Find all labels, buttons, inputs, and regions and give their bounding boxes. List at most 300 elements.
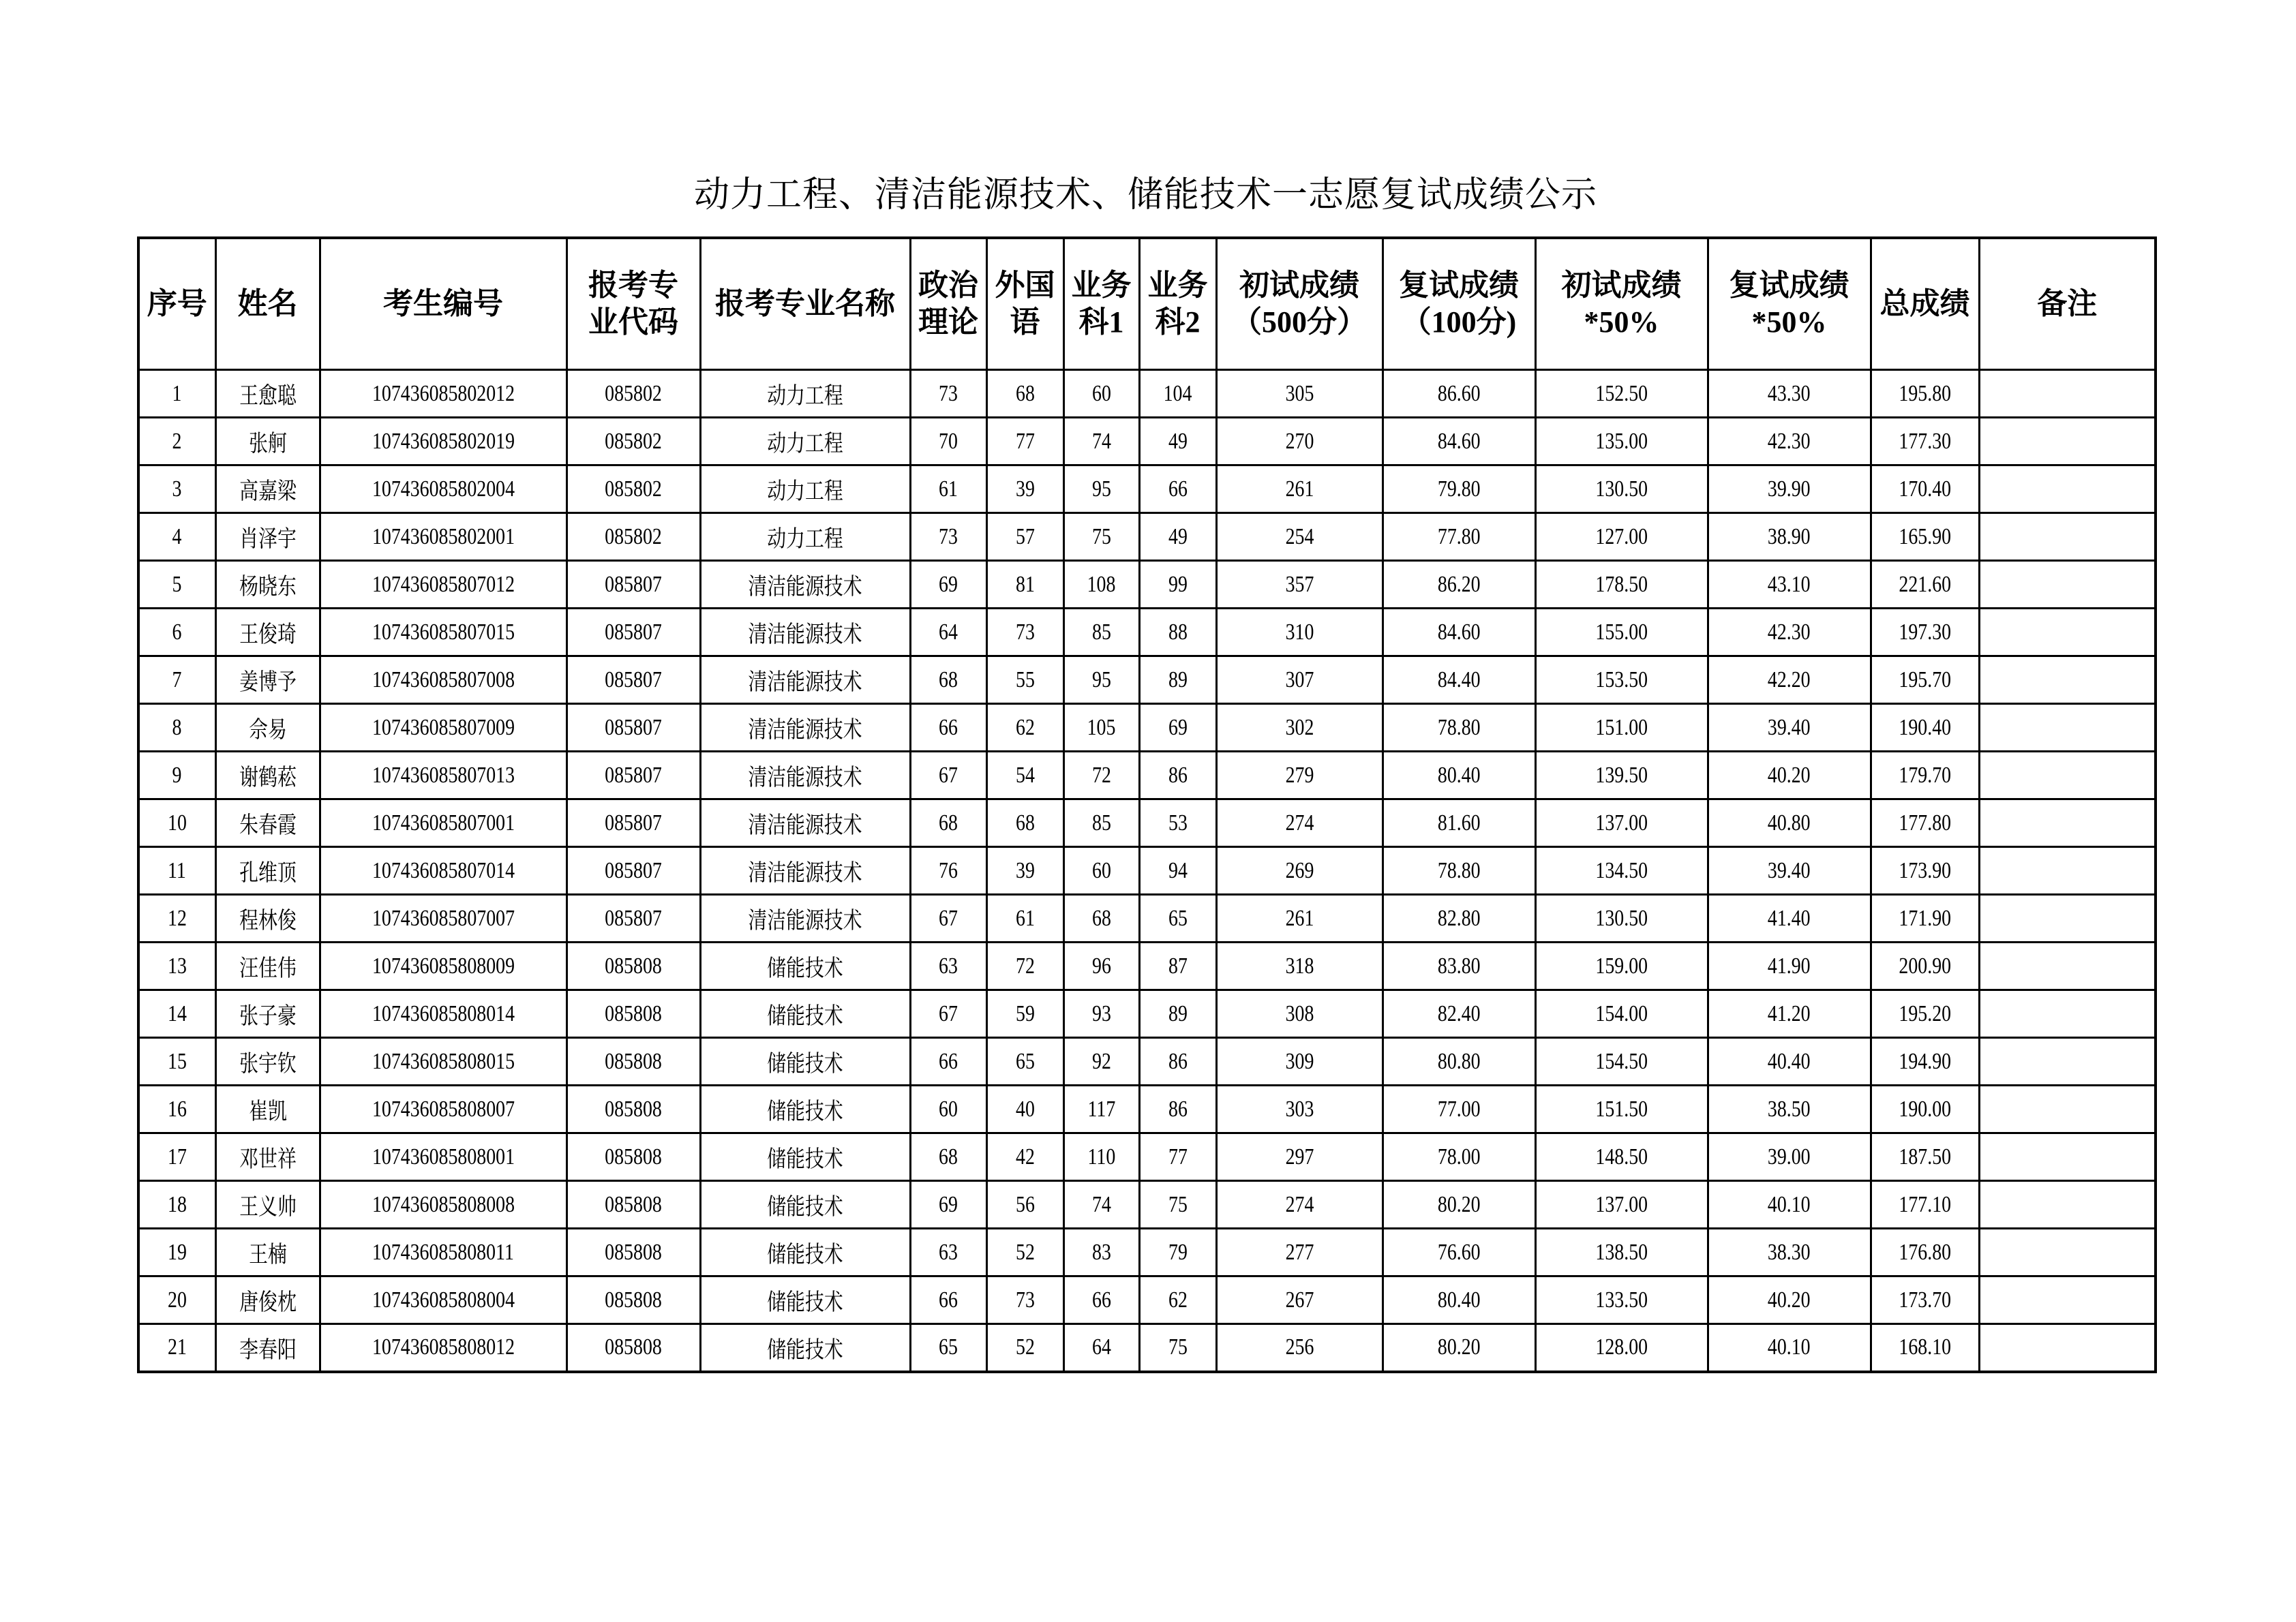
cell-subject-2 <box>1139 1229 1216 1276</box>
cell-major-code <box>567 465 700 513</box>
cell-politics-text: 63 <box>939 1239 958 1265</box>
cell-subject-1 <box>1063 513 1139 561</box>
cell-subject-2 <box>1139 943 1216 990</box>
cell-subject-2-text: 99 <box>1168 571 1188 597</box>
cell-major-name <box>700 1229 910 1276</box>
cell-prelim-weighted <box>1535 895 1708 943</box>
cell-total-score-text: 173.70 <box>1899 1287 1951 1313</box>
cell-major-code <box>567 656 700 704</box>
cell-major-code <box>567 370 700 418</box>
cell-subject-1 <box>1063 418 1139 465</box>
table-row <box>138 943 2156 990</box>
cell-prelim-score-text: 297 <box>1285 1144 1314 1169</box>
cell-major-name <box>700 513 910 561</box>
cell-foreign-language <box>986 465 1063 513</box>
cell-prelim-weighted <box>1535 1181 1708 1229</box>
cell-major-name-text: 清洁能源技术 <box>748 813 862 838</box>
cell-major-name-text: 清洁能源技术 <box>748 575 862 600</box>
cell-remarks <box>1979 609 2156 656</box>
cell-candidate-id <box>320 465 567 513</box>
cell-foreign-language-text: 62 <box>1015 714 1035 740</box>
cell-candidate-id-text: 107436085808009 <box>372 953 515 979</box>
cell-retest-score-text: 81.60 <box>1437 810 1481 836</box>
cell-total-score-text: 170.40 <box>1899 476 1951 502</box>
cell-prelim-score <box>1216 1086 1383 1133</box>
cell-subject-2-text: 87 <box>1168 953 1188 979</box>
cell-major-code <box>567 1181 700 1229</box>
cell-politics-text: 60 <box>939 1096 958 1122</box>
cell-name <box>215 1324 320 1372</box>
table-row <box>138 1038 2156 1086</box>
cell-foreign-language <box>986 513 1063 561</box>
cell-subject-1 <box>1063 1324 1139 1372</box>
cell-total-score <box>1871 561 1979 609</box>
cell-total-score-text: 165.90 <box>1899 523 1951 549</box>
cell-retest-weighted-text: 41.40 <box>1768 905 1811 931</box>
cell-politics-text: 64 <box>939 619 958 645</box>
cell-politics-text: 73 <box>939 380 958 406</box>
cell-foreign-language-text: 81 <box>1015 571 1035 597</box>
cell-retest-weighted <box>1708 704 1871 752</box>
cell-prelim-score <box>1216 1276 1383 1324</box>
cell-total-score <box>1871 465 1979 513</box>
cell-retest-weighted-text: 42.30 <box>1768 619 1811 645</box>
cell-prelim-weighted-text: 137.00 <box>1595 1191 1648 1217</box>
cell-prelim-weighted-text: 152.50 <box>1595 380 1648 406</box>
cell-seq-text: 8 <box>172 714 182 740</box>
cell-prelim-score-text: 357 <box>1285 571 1314 597</box>
cell-seq <box>138 895 215 943</box>
cell-retest-weighted <box>1708 1229 1871 1276</box>
cell-prelim-weighted-text: 137.00 <box>1595 810 1648 836</box>
cell-seq <box>138 943 215 990</box>
cell-total-score <box>1871 1276 1979 1324</box>
cell-prelim-weighted <box>1535 465 1708 513</box>
cell-politics-text: 66 <box>939 714 958 740</box>
cell-retest-weighted-text: 43.10 <box>1768 571 1811 597</box>
cell-prelim-score <box>1216 1324 1383 1372</box>
cell-total-score-text: 177.10 <box>1899 1191 1951 1217</box>
cell-prelim-score-text: 303 <box>1285 1096 1314 1122</box>
cell-prelim-weighted-text: 154.50 <box>1595 1048 1648 1074</box>
cell-remarks <box>1979 418 2156 465</box>
cell-subject-2 <box>1139 990 1216 1038</box>
header-label-line: 外国 <box>995 269 1055 302</box>
cell-major-name-text: 清洁能源技术 <box>748 670 862 695</box>
cell-subject-1 <box>1063 609 1139 656</box>
cell-prelim-weighted-text: 130.50 <box>1595 905 1648 931</box>
cell-politics <box>910 1324 986 1372</box>
cell-subject-2-text: 94 <box>1168 857 1188 883</box>
cell-seq-text: 2 <box>172 428 182 454</box>
cell-foreign-language-text: 77 <box>1015 428 1035 454</box>
cell-candidate-id-text: 107436085807001 <box>372 810 515 836</box>
header-col-retest-weighted <box>1708 238 1871 370</box>
cell-retest-score <box>1383 1086 1535 1133</box>
header-label-line: 政治 <box>918 269 978 302</box>
cell-subject-2-text: 53 <box>1168 810 1188 836</box>
cell-subject-2-text: 65 <box>1168 905 1188 931</box>
cell-name-text: 程林俊 <box>239 908 297 934</box>
cell-subject-1 <box>1063 943 1139 990</box>
cell-foreign-language-text: 61 <box>1015 905 1035 931</box>
cell-foreign-language-text: 72 <box>1015 953 1035 979</box>
cell-retest-score-text: 77.80 <box>1437 523 1481 549</box>
cell-foreign-language-text: 40 <box>1015 1096 1035 1122</box>
cell-prelim-weighted <box>1535 370 1708 418</box>
cell-foreign-language <box>986 895 1063 943</box>
cell-total-score-text: 190.00 <box>1899 1096 1951 1122</box>
cell-retest-score-text: 80.40 <box>1437 762 1481 788</box>
cell-subject-2 <box>1139 799 1216 847</box>
cell-candidate-id-text: 107436085808004 <box>372 1287 515 1313</box>
cell-prelim-weighted-text: 151.00 <box>1595 714 1648 740</box>
cell-major-code <box>567 513 700 561</box>
table-row <box>138 1181 2156 1229</box>
cell-major-code-text: 085807 <box>605 619 662 645</box>
cell-politics-text: 67 <box>939 1000 958 1026</box>
cell-retest-weighted-text: 38.90 <box>1768 523 1811 549</box>
cell-major-name-text: 清洁能源技术 <box>748 718 862 743</box>
cell-prelim-score-text: 302 <box>1285 714 1314 740</box>
cell-foreign-language-text: 55 <box>1015 667 1035 692</box>
cell-major-code <box>567 895 700 943</box>
cell-seq <box>138 465 215 513</box>
cell-retest-weighted-text: 39.40 <box>1768 714 1811 740</box>
cell-name-text: 唐俊枕 <box>239 1290 297 1315</box>
cell-retest-score <box>1383 1276 1535 1324</box>
cell-total-score-text: 177.80 <box>1899 810 1951 836</box>
cell-retest-weighted-text: 42.30 <box>1768 428 1811 454</box>
cell-subject-2-text: 75 <box>1168 1334 1188 1360</box>
cell-seq <box>138 418 215 465</box>
cell-seq <box>138 561 215 609</box>
cell-subject-1 <box>1063 1181 1139 1229</box>
cell-candidate-id <box>320 1086 567 1133</box>
cell-remarks <box>1979 561 2156 609</box>
cell-retest-score-text: 84.60 <box>1437 428 1481 454</box>
cell-major-name <box>700 656 910 704</box>
cell-name-text: 李春阳 <box>239 1337 297 1363</box>
header-label-line: 备注 <box>2037 287 2098 320</box>
cell-subject-1-text: 85 <box>1091 810 1111 836</box>
cell-total-score-text: 195.80 <box>1899 380 1951 406</box>
cell-candidate-id <box>320 609 567 656</box>
table-row <box>138 895 2156 943</box>
cell-major-code-text: 085807 <box>605 857 662 883</box>
cell-seq-text: 21 <box>167 1334 187 1360</box>
cell-politics <box>910 1229 986 1276</box>
cell-name <box>215 609 320 656</box>
cell-major-code-text: 085807 <box>605 762 662 788</box>
table-row <box>138 752 2156 799</box>
score-table <box>137 236 2157 1373</box>
cell-major-code-text: 085807 <box>605 905 662 931</box>
cell-subject-2 <box>1139 1324 1216 1372</box>
cell-retest-weighted-text: 40.20 <box>1768 762 1811 788</box>
cell-name-text: 朱春霞 <box>239 813 297 838</box>
cell-prelim-weighted-text: 133.50 <box>1595 1287 1648 1313</box>
cell-retest-score-text: 79.80 <box>1437 476 1481 502</box>
cell-name <box>215 1229 320 1276</box>
cell-total-score-text: 187.50 <box>1899 1144 1951 1169</box>
header-label-line: 报考专 <box>588 269 678 302</box>
cell-subject-2-text: 66 <box>1168 476 1188 502</box>
header-label-line: 初试成绩 <box>1561 269 1682 302</box>
cell-seq <box>138 1133 215 1181</box>
cell-major-name-text: 储能技术 <box>767 1099 843 1124</box>
cell-foreign-language <box>986 609 1063 656</box>
cell-seq-text: 17 <box>167 1144 187 1169</box>
cell-major-name <box>700 1181 910 1229</box>
cell-retest-weighted <box>1708 799 1871 847</box>
cell-prelim-weighted-text: 127.00 <box>1595 523 1648 549</box>
cell-candidate-id-text: 107436085802004 <box>372 476 515 502</box>
cell-seq <box>138 609 215 656</box>
cell-subject-2 <box>1139 752 1216 799</box>
cell-subject-2 <box>1139 1086 1216 1133</box>
cell-retest-weighted <box>1708 465 1871 513</box>
cell-foreign-language-text: 39 <box>1015 476 1035 502</box>
header-col-candidate-id <box>320 238 567 370</box>
cell-prelim-score-text: 254 <box>1285 523 1314 549</box>
cell-prelim-score <box>1216 1181 1383 1229</box>
cell-prelim-score <box>1216 1229 1383 1276</box>
cell-subject-1-text: 72 <box>1091 762 1111 788</box>
cell-retest-score-text: 76.60 <box>1437 1239 1481 1265</box>
cell-name <box>215 1086 320 1133</box>
cell-seq <box>138 752 215 799</box>
cell-retest-weighted-text: 41.90 <box>1768 953 1811 979</box>
cell-seq-text: 16 <box>167 1096 187 1122</box>
cell-candidate-id <box>320 1133 567 1181</box>
cell-prelim-score <box>1216 990 1383 1038</box>
cell-candidate-id <box>320 513 567 561</box>
cell-candidate-id <box>320 990 567 1038</box>
cell-remarks <box>1979 704 2156 752</box>
cell-major-name <box>700 752 910 799</box>
cell-retest-score <box>1383 704 1535 752</box>
cell-seq <box>138 1324 215 1372</box>
cell-name-text: 谢鹤菘 <box>239 765 297 791</box>
cell-remarks <box>1979 895 2156 943</box>
cell-subject-2 <box>1139 513 1216 561</box>
cell-total-score <box>1871 847 1979 895</box>
cell-prelim-weighted-text: 135.00 <box>1595 428 1648 454</box>
cell-prelim-score-text: 270 <box>1285 428 1314 454</box>
cell-retest-score-text: 80.20 <box>1437 1334 1481 1360</box>
cell-subject-1 <box>1063 561 1139 609</box>
cell-total-score <box>1871 704 1979 752</box>
cell-prelim-score-text: 267 <box>1285 1287 1314 1313</box>
cell-retest-score-text: 86.60 <box>1437 380 1481 406</box>
cell-subject-2 <box>1139 370 1216 418</box>
cell-total-score <box>1871 609 1979 656</box>
cell-foreign-language <box>986 1181 1063 1229</box>
cell-prelim-score <box>1216 465 1383 513</box>
cell-seq <box>138 1181 215 1229</box>
cell-politics-text: 66 <box>939 1048 958 1074</box>
cell-subject-1-text: 93 <box>1091 1000 1111 1026</box>
cell-major-name <box>700 799 910 847</box>
table-body <box>138 370 2156 1372</box>
cell-total-score <box>1871 1181 1979 1229</box>
cell-seq <box>138 799 215 847</box>
cell-name-text: 肖泽宇 <box>239 527 297 552</box>
cell-name-text: 姜博予 <box>239 670 297 695</box>
cell-retest-score <box>1383 990 1535 1038</box>
cell-candidate-id <box>320 704 567 752</box>
cell-total-score <box>1871 799 1979 847</box>
cell-politics <box>910 465 986 513</box>
cell-major-name-text: 储能技术 <box>767 1195 843 1220</box>
cell-major-name-text: 储能技术 <box>767 1147 843 1172</box>
cell-candidate-id-text: 107436085807012 <box>372 571 515 597</box>
cell-retest-score <box>1383 1181 1535 1229</box>
cell-remarks <box>1979 799 2156 847</box>
cell-total-score <box>1871 895 1979 943</box>
cell-total-score <box>1871 1324 1979 1372</box>
table-header <box>138 238 2156 370</box>
cell-seq-text: 20 <box>167 1287 187 1313</box>
cell-remarks <box>1979 1133 2156 1181</box>
cell-major-code <box>567 1086 700 1133</box>
cell-major-name <box>700 1086 910 1133</box>
cell-politics <box>910 418 986 465</box>
header-label-line: 科1 <box>1078 305 1124 339</box>
cell-subject-2-text: 89 <box>1168 1000 1188 1026</box>
cell-foreign-language-text: 42 <box>1015 1144 1035 1169</box>
header-col-prelim-weighted <box>1535 238 1708 370</box>
cell-major-code <box>567 1229 700 1276</box>
cell-major-code-text: 085808 <box>605 1048 662 1074</box>
cell-remarks <box>1979 1086 2156 1133</box>
cell-prelim-score <box>1216 561 1383 609</box>
header-col-prelim-score <box>1216 238 1383 370</box>
cell-name-text: 汪佳伟 <box>239 956 297 981</box>
cell-retest-weighted <box>1708 1086 1871 1133</box>
cell-major-name <box>700 990 910 1038</box>
cell-remarks <box>1979 1276 2156 1324</box>
table-row <box>138 609 2156 656</box>
cell-major-code <box>567 704 700 752</box>
header-col-major-name <box>700 238 910 370</box>
cell-seq-text: 5 <box>172 571 182 597</box>
cell-subject-2 <box>1139 1038 1216 1086</box>
cell-politics-text: 68 <box>939 667 958 692</box>
cell-subject-2-text: 86 <box>1168 1048 1188 1074</box>
cell-prelim-weighted-text: 138.50 <box>1595 1239 1648 1265</box>
cell-prelim-score-text: 307 <box>1285 667 1314 692</box>
header-label-line: 业务 <box>1147 269 1208 302</box>
cell-prelim-weighted-text: 148.50 <box>1595 1144 1648 1169</box>
header-col-foreign-language <box>986 238 1063 370</box>
header-label-line: 序号 <box>147 287 207 320</box>
cell-candidate-id-text: 107436085808007 <box>372 1096 515 1122</box>
cell-politics-text: 69 <box>939 1191 958 1217</box>
cell-retest-score-text: 80.20 <box>1437 1191 1481 1217</box>
cell-candidate-id-text: 107436085802001 <box>372 523 515 549</box>
cell-subject-1-text: 95 <box>1091 667 1111 692</box>
header-label-line: （100分) <box>1401 305 1517 339</box>
cell-name-text: 佘易 <box>248 718 287 743</box>
cell-retest-weighted <box>1708 656 1871 704</box>
cell-subject-1-text: 105 <box>1087 714 1116 740</box>
cell-retest-score-text: 82.40 <box>1437 1000 1481 1026</box>
cell-prelim-weighted <box>1535 752 1708 799</box>
cell-prelim-score-text: 261 <box>1285 905 1314 931</box>
cell-candidate-id <box>320 1324 567 1372</box>
cell-foreign-language <box>986 799 1063 847</box>
cell-subject-2 <box>1139 1276 1216 1324</box>
cell-retest-score <box>1383 370 1535 418</box>
cell-subject-2 <box>1139 561 1216 609</box>
cell-politics-text: 66 <box>939 1287 958 1313</box>
cell-retest-score <box>1383 752 1535 799</box>
cell-major-name <box>700 1324 910 1372</box>
cell-prelim-score-text: 305 <box>1285 380 1314 406</box>
cell-subject-2 <box>1139 1181 1216 1229</box>
cell-politics-text: 63 <box>939 953 958 979</box>
cell-total-score-text: 168.10 <box>1899 1334 1951 1360</box>
cell-name <box>215 465 320 513</box>
cell-retest-score <box>1383 513 1535 561</box>
cell-retest-score-text: 80.40 <box>1437 1287 1481 1313</box>
cell-politics <box>910 513 986 561</box>
cell-subject-1 <box>1063 847 1139 895</box>
cell-foreign-language-text: 54 <box>1015 762 1035 788</box>
cell-major-name-text: 储能技术 <box>767 1242 843 1268</box>
cell-retest-weighted-text: 38.30 <box>1768 1239 1811 1265</box>
cell-candidate-id-text: 107436085807008 <box>372 667 515 692</box>
cell-subject-2-text: 49 <box>1168 523 1188 549</box>
cell-subject-1 <box>1063 370 1139 418</box>
cell-prelim-score <box>1216 609 1383 656</box>
cell-seq <box>138 656 215 704</box>
header-label-line: *50% <box>1584 305 1659 339</box>
cell-candidate-id-text: 107436085802012 <box>372 380 515 406</box>
cell-prelim-weighted <box>1535 799 1708 847</box>
cell-candidate-id-text: 107436085807014 <box>372 857 515 883</box>
table-row <box>138 418 2156 465</box>
cell-politics-text: 67 <box>939 905 958 931</box>
header-label-line: 复试成绩 <box>1399 269 1519 302</box>
cell-subject-1-text: 74 <box>1091 1191 1111 1217</box>
cell-foreign-language <box>986 656 1063 704</box>
header-col-major-code <box>567 238 700 370</box>
cell-retest-weighted <box>1708 1324 1871 1372</box>
table-row <box>138 1133 2156 1181</box>
cell-total-score-text: 221.60 <box>1899 571 1951 597</box>
cell-retest-score <box>1383 1038 1535 1086</box>
cell-major-code-text: 085808 <box>605 1000 662 1026</box>
cell-remarks <box>1979 1324 2156 1372</box>
cell-prelim-score <box>1216 943 1383 990</box>
cell-name <box>215 895 320 943</box>
cell-subject-1-text: 68 <box>1091 905 1111 931</box>
cell-candidate-id-text: 107436085807013 <box>372 762 515 788</box>
cell-subject-1-text: 108 <box>1087 571 1116 597</box>
cell-retest-weighted-text: 38.50 <box>1768 1096 1811 1122</box>
cell-total-score-text: 177.30 <box>1899 428 1951 454</box>
cell-prelim-score-text: 274 <box>1285 1191 1314 1217</box>
cell-subject-1-text: 110 <box>1087 1144 1115 1169</box>
cell-candidate-id-text: 107436085807015 <box>372 619 515 645</box>
cell-total-score-text: 173.90 <box>1899 857 1951 883</box>
cell-politics <box>910 895 986 943</box>
cell-major-name <box>700 704 910 752</box>
cell-retest-score <box>1383 943 1535 990</box>
